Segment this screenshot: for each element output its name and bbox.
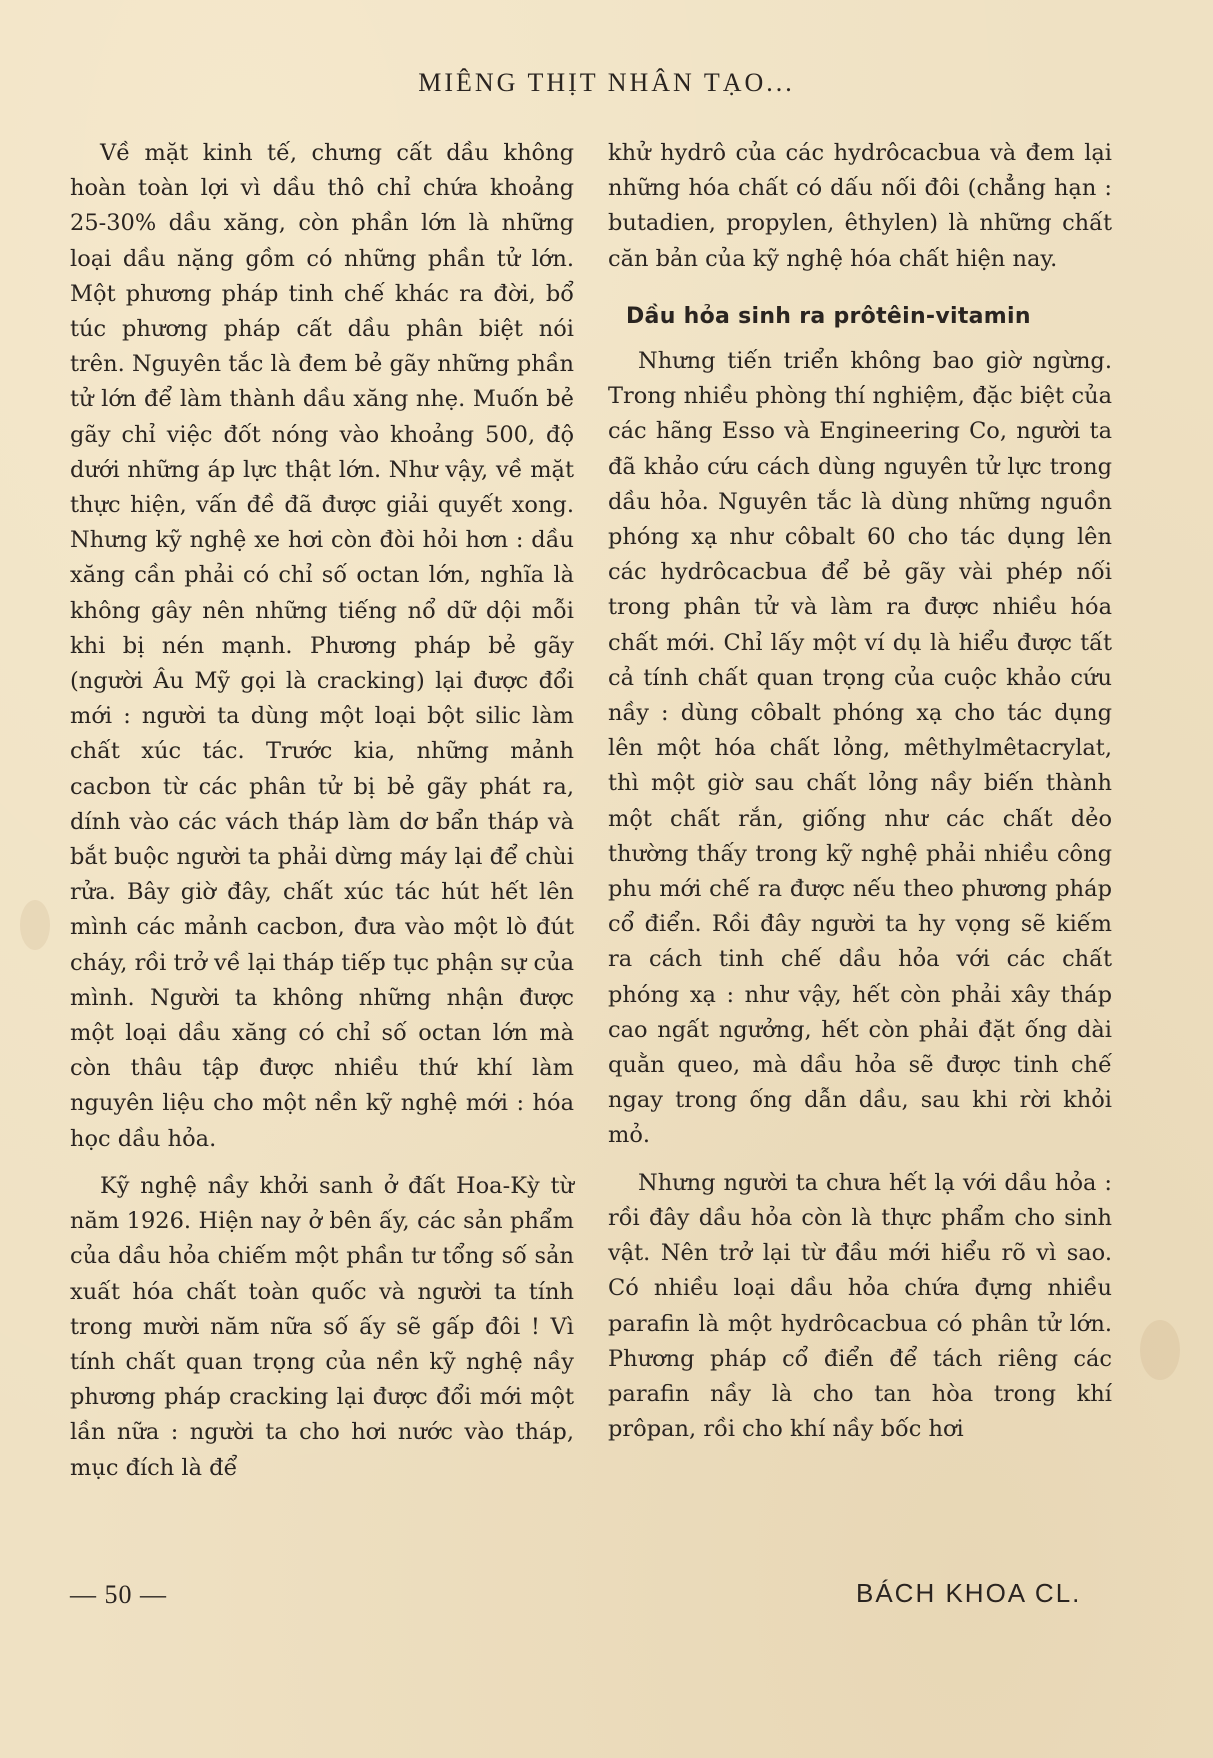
left-column <box>70 136 574 1486</box>
body-paragraph: Kỹ nghệ nầy khởi sanh ở đất Hoa-Kỳ từ năm 1926. Hiện nay ở bên ấy, các sản phẩm của dầu hỏa chiếm một phần tư tổng số sản xuất hóa chất toàn quốc và người ta tính trong mười năm nữa số ấy sẽ gấp đôi ! Vì tính chất quan trọng của nền kỹ nghệ nầy phương pháp cracking lại được đổi mới một lần nữa : người ta cho hơi nước vào tháp, mục đích là để <box>70 1172 574 1481</box>
body-paragraph: Nhưng người ta chưa hết lạ với dầu hỏa : rồi đây dầu hỏa còn là thực phẩm cho sinh vật. Nên trở lại từ đầu mới hiểu rõ vì sao. Có nhiều loại dầu hỏa chứa đựng nhiều parafin là một hydrôcacbua có phân tử lớn. Phương pháp cổ điển để tách riêng các parafin nầy là cho tan hòa trong khí prôpan, rồi cho khí nầy bốc hơi <box>608 1169 1112 1443</box>
right-column <box>608 136 1112 1447</box>
paper-stain <box>20 900 50 950</box>
body-paragraph: Nhưng tiến triển không bao giờ ngừng. Trong nhiều phòng thí nghiệm, đặc biệt của các hãng Esso và Engineering Co, người ta đã khảo cứu cách dùng nguyên tử lực trong dầu hỏa. Nguyên tắc là dùng những nguồn phóng xạ như côbalt 60 cho tác dụng lên các hydrôcacbua để bẻ gãy vài phép nối trong phân tử và làm ra được nhiều hóa chất mới. Chỉ lấy một ví dụ là hiểu được tất cả tính chất quan trọng của cuộc khảo cứu nầy : dùng côbalt phóng xạ cho tác dụng lên một hóa chất lỏng, mêthylmêtacrylat, thì một giờ sau chất lỏng nầy biến thành một chất rắn, giống như các chất dẻo thường thấy trong kỹ nghệ phải nhiều công phu mới chế ra được nếu theo phương pháp cổ điển. Rồi đây người ta hy vọng sẽ kiếm ra cách tinh chế dầu hỏa với các chất phóng xạ : như vậy, hết còn phải xây tháp cao ngất ngưởng, hết còn phải đặt ống dài quằn queo, mà dầu hỏa sẽ được tinh chế ngay trong ống dẫn dầu, sau khi rời khỏi mỏ. <box>608 348 1112 1149</box>
journal-name: BÁCH KHOA CL. <box>856 1578 1082 1608</box>
body-paragraph: Về mặt kinh tế, chưng cất dầu không hoàn toàn lợi vì dầu thô chỉ chứa khoảng 25-30% dầu xăng, còn phần lớn là những loại dầu nặng gồm có những phần tử lớn. Một phương pháp tinh chế khác ra đời, bổ túc phương pháp cất dầu phân biệt nói trên. Nguyên tắc là đem bẻ gãy những phần tử lớn để làm thành dầu xăng nhẹ. Muốn bẻ gãy chỉ việc đốt nóng vào khoảng 500, độ dưới những áp lực thật lớn. Như vậy, về mặt thực hiện, vấn đề đã được giải quyết xong. Nhưng kỹ nghệ xe hơi còn đòi hỏi hơn : dầu xăng cần phải có chỉ số octan lớn, nghĩa là không gây nên những tiếng nổ dữ dội mỗi khi bị nén mạnh. Phương pháp bẻ gãy (người Âu Mỹ gọi là cracking) lại được đổi mới : người ta dùng một loại bột silic làm chất xúc tác. Trước kia, những mảnh cacbon từ các phân tử bị bẻ gãy phát ra, dính vào các vách tháp làm dơ bẩn tháp và bắt buộc người ta phải dừng máy lại để chùi rửa. Bây giờ đây, chất xúc tác hút hết lên mình các mảnh cacbon, đưa vào một lò đút cháy, rồi trở về lại tháp tiếp tục phận sự của mình. Người ta không những nhận được một loại dầu xăng có chỉ số octan lớn mà còn thâu tập được nhiều thứ khí làm nguyên liệu cho một nền kỹ nghệ mới : hóa học dầu hỏa. <box>70 140 574 1152</box>
running-title: MIÊNG THỊT NHÂN TẠO... <box>418 68 795 97</box>
paper-stain <box>1140 1320 1180 1380</box>
continued-paragraph: khử hydrô của các hydrôcacbua và đem lại những hóa chất có dấu nối đôi (chẳng hạn : butadien, propylen, êthylen) là những chất căn bản của kỹ nghệ hóa chất hiện nay. <box>608 140 1112 272</box>
section-heading: Dầu hỏa sinh ra prôtêin-vitamin <box>626 303 1031 329</box>
page-number: — 50 — <box>70 1580 167 1609</box>
